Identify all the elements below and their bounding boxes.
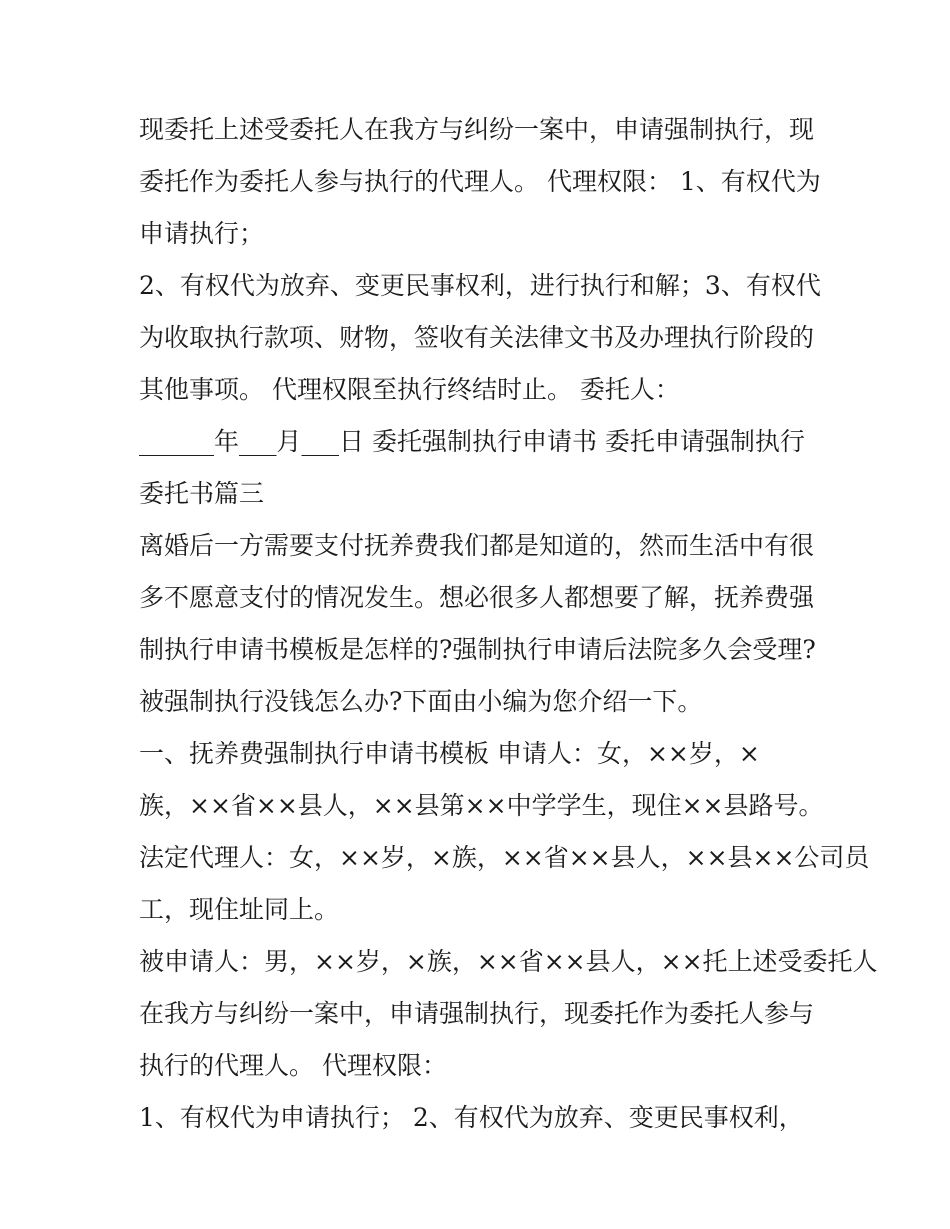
text-line: 被申请人：男，××岁，×族，××省××县人，××托上述受委托人 bbox=[139, 947, 878, 976]
section-title-line: 委托书篇三 bbox=[139, 479, 265, 508]
text-line: 法定代理人：女，××岁，×族，××省××县人，××县××公司员 bbox=[139, 843, 870, 872]
text-line: 执行的代理人。 代理权限： bbox=[139, 1051, 447, 1080]
text-line: 申请执行； bbox=[139, 219, 265, 248]
text-line: 其他事项。 代理权限至执行终结时止。 委托人： bbox=[139, 375, 680, 404]
text-line: 为收取执行款项、财物，签收有关法律文书及办理执行阶段的 bbox=[139, 323, 815, 352]
text-line: 2、有权代为放弃、变更民事权利，进行执行和解；3、有权代 bbox=[139, 271, 821, 300]
text-line: 现委托上述受委托人在我方与纠纷一案中，申请强制执行，现 bbox=[139, 115, 815, 144]
text-line: 被强制执行没钱怎么办?下面由小编为您介绍一下。 bbox=[139, 687, 703, 716]
document-body bbox=[139, 104, 878, 1144]
text-line: 制执行申请书模板是怎样的?强制执行申请后法院多久会受理? bbox=[139, 635, 816, 664]
text-line: 多不愿意支付的情况发生。想必很多人都想要了解，抚养费强 bbox=[139, 583, 815, 612]
text-line: 1、有权代为申请执行； 2、有权代为放弃、变更民事权利， bbox=[139, 1103, 804, 1132]
text-line: 在我方与纠纷一案中，申请强制执行，现委托作为委托人参与 bbox=[139, 999, 815, 1028]
text-line: 离婚后一方需要支付抚养费我们都是知道的，然而生活中有很 bbox=[139, 531, 815, 560]
text-line: 委托作为委托人参与执行的代理人。 代理权限： 1、有权代为 bbox=[139, 167, 821, 196]
text-line: 工，现住址同上。 bbox=[139, 895, 340, 924]
text-line: ______年___月___日 委托强制执行申请书 委托申请强制执行 bbox=[139, 427, 805, 456]
text-line: 一、抚养费强制执行申请书模板 申请人：女，××岁，× bbox=[139, 739, 760, 768]
text-line: 族，××省××县人，××县第××中学学生，现住××县路号。 bbox=[139, 791, 824, 820]
